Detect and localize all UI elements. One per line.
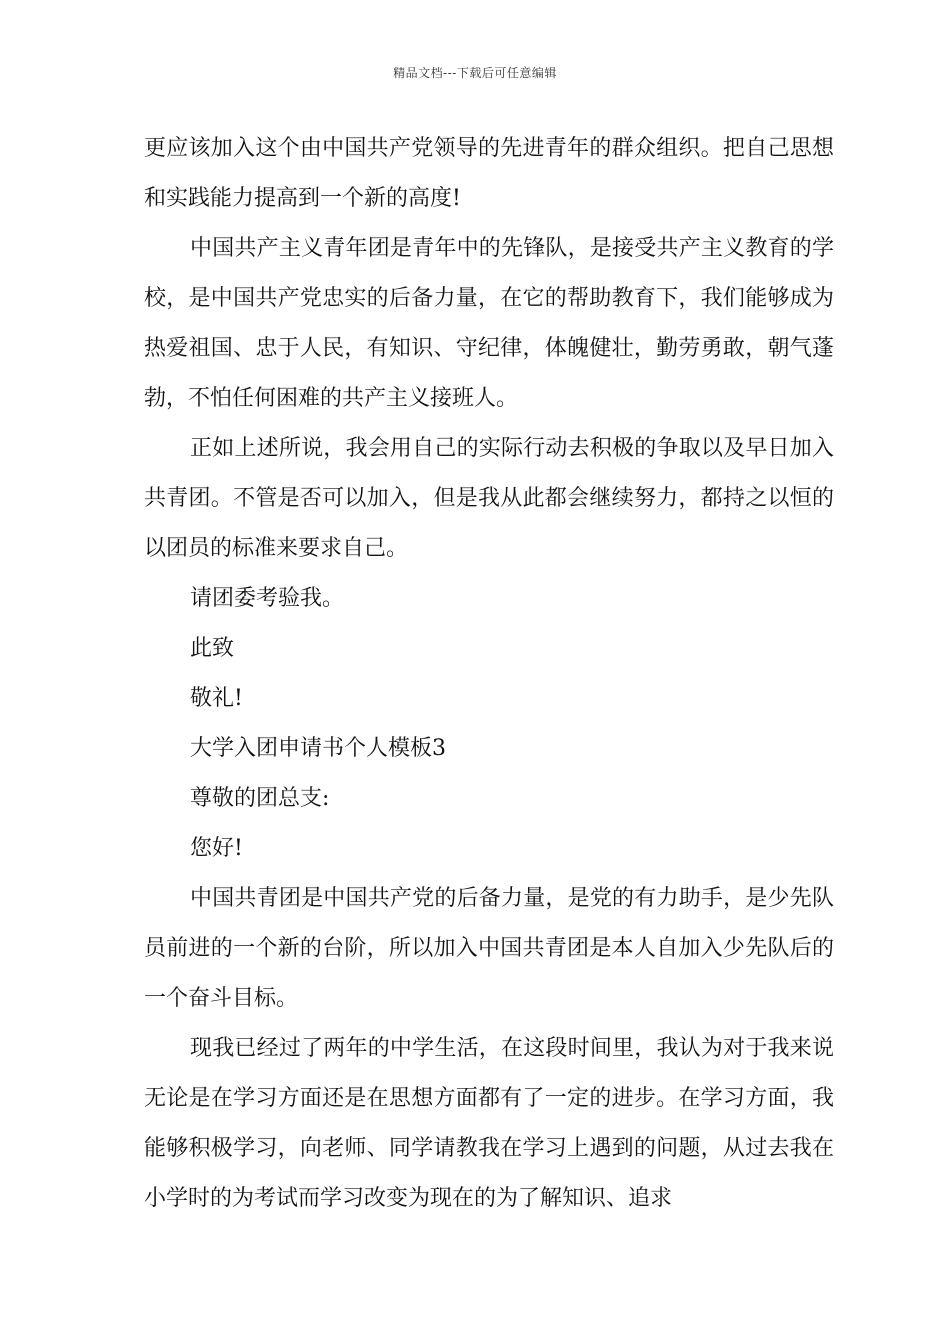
letter-recipient: 尊敬的团总支:	[190, 786, 330, 811]
paragraph-request: 请团委考验我。	[190, 586, 345, 611]
page-header: 精品文档---下载后可任意编辑	[393, 66, 557, 80]
section-title: 大学入团申请书个人模板3	[190, 736, 446, 761]
paragraph-progress: 现我已经过了两年的中学生活，在这段时间里，我认为对于我来说无论是在学习方面还是在思想方面都有了一定的进步。在学习方面，我能够积极学习，向老师、同学请教我在学习上遇到的问题，从过去我在小学时的为考试而学习改变为现在的为了解知识、追求	[144, 1036, 834, 1211]
paragraph-youth-league: 中国共产主义青年团是青年中的先锋队，是接受共产主义教育的学校，是中国共产党忠实的后备力量，在它的帮助教育下，我们能够成为热爱祖国、忠于人民，有知识、守纪律，体魄健壮，勤劳勇敢，朝气蓬勃，不怕任何困难的共产主义接班人。	[144, 236, 834, 411]
paragraph-commitment: 正如上述所说，我会用自己的实际行动去积极的争取以及早日加入共青团。不管是否可以加入，但是我从此都会继续努力，都持之以恒的以团员的标准来要求自己。	[144, 436, 834, 561]
document-body	[144, 124, 834, 1224]
closing-regards: 敬礼!	[190, 686, 243, 711]
paragraph-goal: 中国共青团是中国共产党的后备力量，是党的有力助手，是少先队员前进的一个新的台阶，所以加入中国共青团是本人自加入少先队后的一个奋斗目标。	[144, 886, 834, 1011]
paragraph-continued: 更应该加入这个由中国共产党领导的先进青年的群众组织。把自己思想和实践能力提高到一个新的高度!	[144, 136, 834, 211]
letter-greeting: 您好!	[190, 836, 243, 861]
closing-salutation: 此致	[190, 636, 235, 661]
